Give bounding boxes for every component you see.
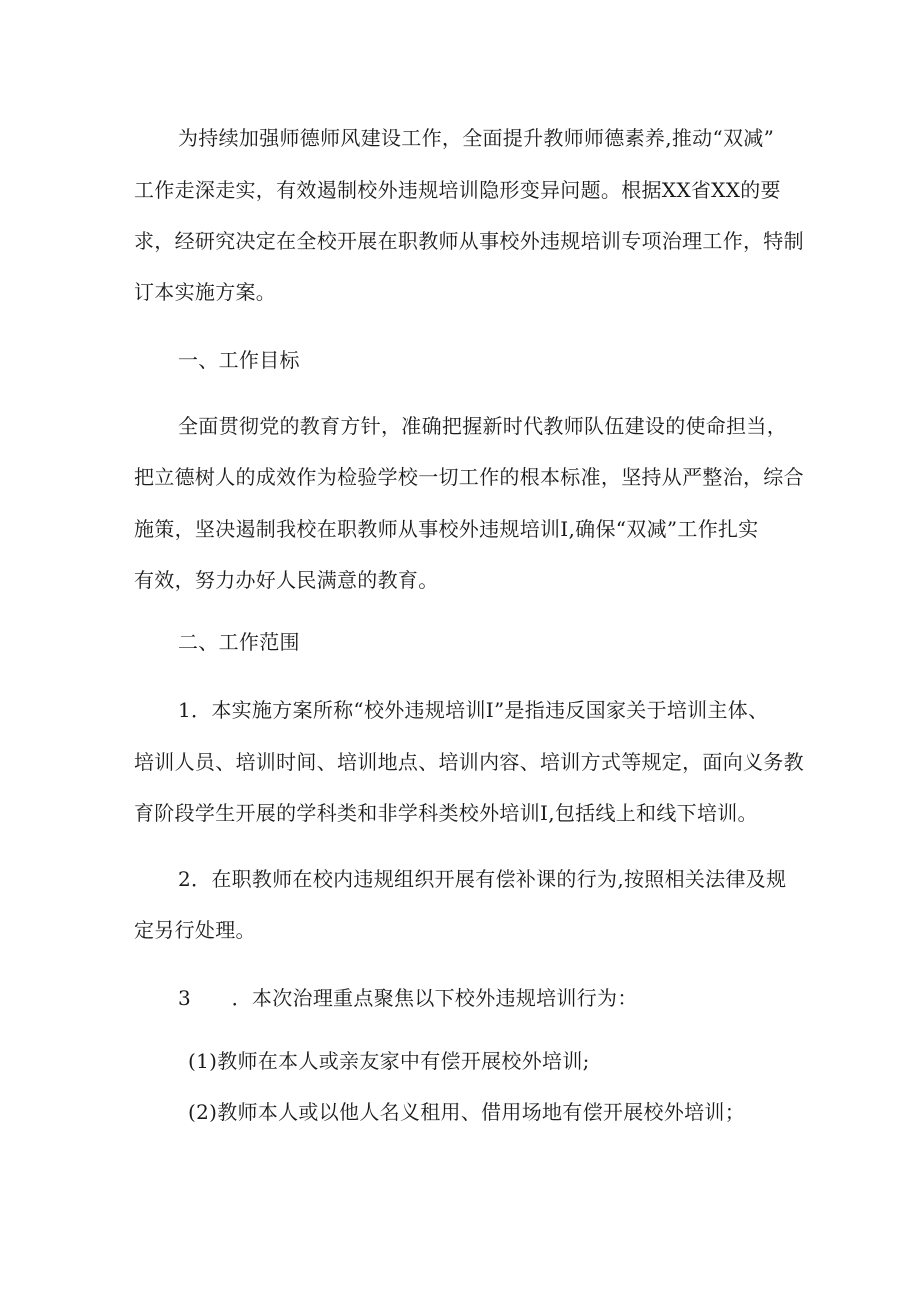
goals-line-1: 全面贯彻党的教育方针，准确把握新时代教师队伍建设的使命担当， (178, 414, 787, 438)
sub-item-1: (1)教师在本人或亲友家中有偿开展校外培训; (188, 1049, 590, 1073)
sub-item-2: (2)教师本人或以他人名义租用、借用场地有偿开展校外培训； (188, 1100, 746, 1124)
section-heading-goals: 一、工作目标 (178, 348, 300, 372)
scope-1-line-3: 育阶段学生开展的学科类和非学科类校外培训I,包括线上和线下培训。 (134, 801, 758, 825)
intro-line-4: 订本实施方案。 (134, 280, 277, 304)
goals-line-3: 施策，坚决遏制我校在职教师从事校外违规培训I,确保“双减”工作扎实 (134, 517, 759, 541)
scope-2-line-1: 2．在职教师在校内违规组织开展有偿补课的行为,按照相关法律及规 (178, 867, 787, 891)
scope-1-line-1: 1．本实施方案所称“校外违规培训I”是指违反国家关于培训主体、 (178, 698, 769, 722)
intro-line-1: 为持续加强师德师风建设工作，全面提升教师师德素养,推动“双减” (178, 126, 775, 150)
scope-1-line-2: 培训人员、培训时间、培训地点、培训内容、培训方式等规定，面向义务教 (134, 750, 804, 774)
section-heading-scope: 二、工作范围 (178, 630, 300, 654)
intro-line-2: 工作走深走实，有效遏制校外违规培训隐形变异问题。根据XX省XX的要 (134, 178, 781, 202)
scope-2-line-2: 定另行处理。 (134, 918, 256, 942)
intro-line-3: 求，经研究决定在全校开展在职教师从事校外违规培训专项治理工作，特制 (134, 229, 804, 253)
goals-line-4: 有效，努力办好人民满意的教育。 (134, 568, 439, 592)
scope-3-line-1: 3 ．本次治理重点聚焦以下校外违规培训行为： (178, 986, 638, 1010)
goals-line-2: 把立德树人的成效作为检验学校一切工作的根本标准，坚持从严整治，综合 (134, 465, 804, 489)
